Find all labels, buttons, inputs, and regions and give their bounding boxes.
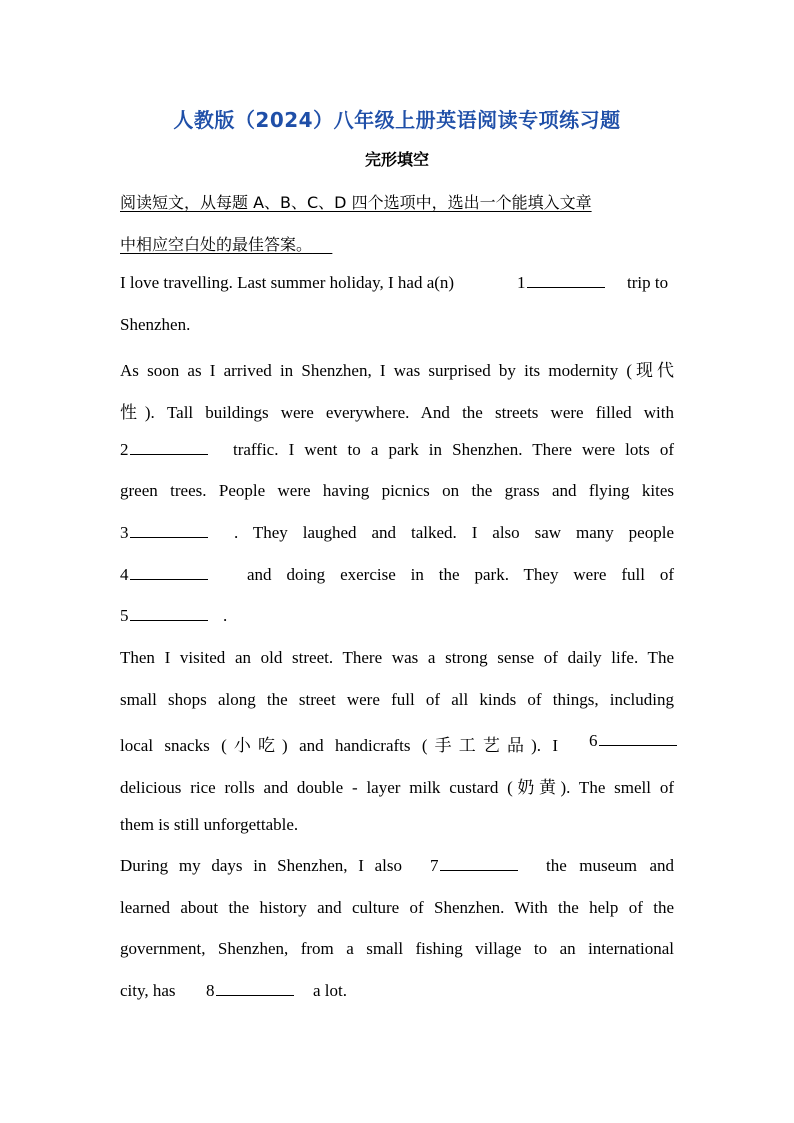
passage-line: them is still unforgettable. xyxy=(120,815,299,834)
passage-line: government, Shenzhen, from a small fishing village to an international xyxy=(120,939,674,958)
passage-line: Shenzhen. xyxy=(120,315,191,334)
passage-line: learned about the history and culture of Shenzhen. With the help of the xyxy=(120,898,674,917)
blank-6[interactable]: 6 xyxy=(589,731,677,751)
passage-line: 性). Tall buildings were everywhere. And the streets were filled with xyxy=(120,403,674,422)
blank-4[interactable]: 4 xyxy=(120,565,208,584)
instruction-line-1: 阅读短文，从每题 A、B、C、D 四个选项中，选出一个能填入文章 xyxy=(120,193,592,212)
section-subtitle: 完形填空 xyxy=(364,150,429,169)
passage-line: small shops along the street were full of all kinds of things, including xyxy=(120,690,674,709)
passage-line: 2 traffic. I went to a park in Shenzhen. There were lots of xyxy=(120,440,674,459)
passage-line: As soon as I arrived in Shenzhen, I was surprised by its modernity (现代 xyxy=(120,361,674,380)
passage-line: During my days in Shenzhen, I also 7 the museum and xyxy=(120,856,674,875)
passage-line: delicious rice rolls and double - layer milk custard (奶黄). The smell of xyxy=(120,778,674,797)
passage-line: 4 and doing exercise in the park. They were full of xyxy=(120,565,674,584)
passage-line: I love travelling. Last summer holiday, I had a(n) 1 trip to xyxy=(120,273,669,292)
blank-3[interactable]: 3 xyxy=(120,523,208,542)
passage-line: local snacks (小吃) and handicrafts (手工艺品). I 6 xyxy=(120,731,674,756)
passage-line: green trees. People were having picnics on the grass and flying kites xyxy=(120,481,674,500)
blank-1[interactable]: 1 xyxy=(517,273,605,293)
passage-line: city, has 8 a lot. xyxy=(120,981,347,1000)
blank-7[interactable]: 7 xyxy=(430,856,518,876)
passage-line: 3 . They laughed and talked. I also saw many people xyxy=(120,523,674,542)
blank-2[interactable]: 2 xyxy=(120,440,208,459)
blank-8[interactable]: 8 xyxy=(206,981,294,1001)
instruction-line-2: 中相应空白处的最佳答案。 xyxy=(120,235,313,254)
passage-line: Then I visited an old street. There was a strong sense of daily life. The xyxy=(120,648,674,667)
passage-line: 5 . xyxy=(120,606,228,625)
page-title: 人教版（2024）八年级上册英语阅读专项练习题 xyxy=(173,108,621,132)
blank-5[interactable]: 5 xyxy=(120,606,208,625)
